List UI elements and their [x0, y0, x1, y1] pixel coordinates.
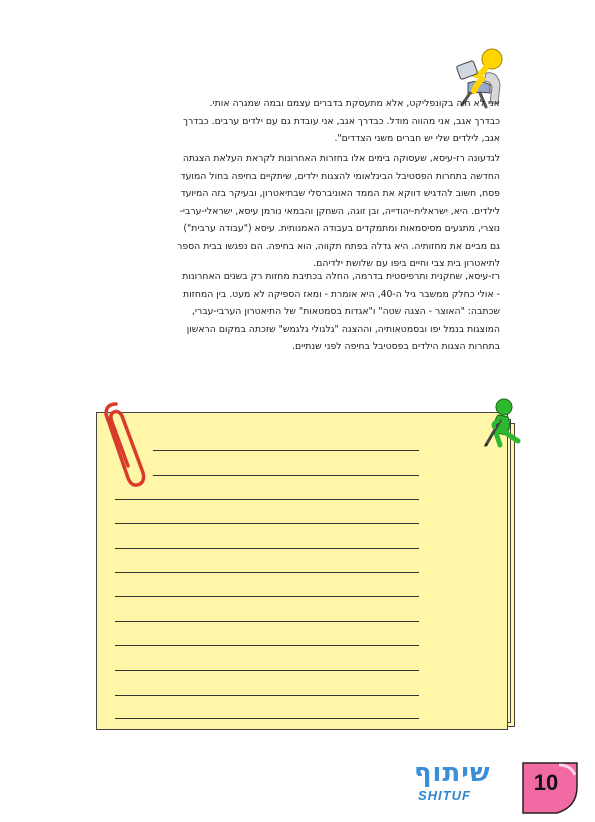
- writing-line: [115, 718, 419, 719]
- article-paragraph-3: רז-עיסא, שחקנית ותרפיסטית בדרמה, החלה בכתיבת מחזות רק בשנים האחרונות - אולי כחלק ממשבר גיל ה-40, היא אומרת - ומאז הספיקה לא מעט. בין המחזות שכתבה: "האוצר - הצגה שטה" ו"אגדות בסמטאות" של התיאטרון הערבי-עברי, המוצגות בנמל יפו ובסמטאותיה, וההצגה "גלגולי גלגמש" שזכתה במקום הראשון בתחרות הצגות הילדים בפסטיבל בחיפה לפני שנתיים.: [182, 271, 500, 352]
- page-number: 10: [533, 770, 559, 795]
- writing-line: [115, 523, 419, 524]
- article-paragraph-2: לגדעונה רז-עיסא, שעסוקה בימים אלו בחזרות האחרונות לקראת העלאת הצגתה החדשה בתחרות הפסטיבל הבינלאומי להצגות ילדים, שיתקיים בחיפה בחול המועד פסח, חשוב להדגיש דווקא את הממד האוניברסלי שבתיאטרון, ובעיקר בזה המיועד לילדים. היא, ישראלית-יהודייה, ובן זוגה, השחקן והבמאי נורמן עיסא, ישראלי-ערבי- נוצרי, מתגעים מסיסמאות ומתמקדים בעבודה האמנותית. עיסא ("עבודה ערבית") גם מביים את מחזותיה. היא גדלה בפתח תקווה, הוא בחיפה. הם נפגשו בבית הספר לתיאטרון בית צבי וחיים ביפו עם שלושת ילדיהם.: [177, 153, 500, 269]
- writing-figure-illustration: [478, 397, 524, 449]
- notepad-writing-area[interactable]: [96, 412, 508, 730]
- writing-line: [115, 621, 419, 622]
- writing-line: [115, 572, 419, 573]
- writing-line: [115, 695, 419, 696]
- writing-line: [115, 670, 419, 671]
- brand-logo-sub: SHITUF: [418, 788, 471, 803]
- brand-logo: שיתוף: [414, 758, 491, 788]
- writing-line: [115, 499, 419, 500]
- writing-line: [115, 596, 419, 597]
- writing-line: [115, 645, 419, 646]
- article-paragraph-1: אני לא חיה בקונפליקט, אלא מתעסקת בדברים עצמם ובמה שמגרה אותי. כבדרך אגב, אני מהווה מודל. כבדרך אגב, אני עובדת גם עם ילדים ערבים. כבדרך אגב, לילדים שלי יש חברים משני הצדדים".: [183, 98, 500, 144]
- writing-line: [115, 548, 419, 549]
- paperclip-icon: [98, 400, 148, 490]
- writing-line: [153, 450, 419, 451]
- writing-line: [153, 475, 419, 476]
